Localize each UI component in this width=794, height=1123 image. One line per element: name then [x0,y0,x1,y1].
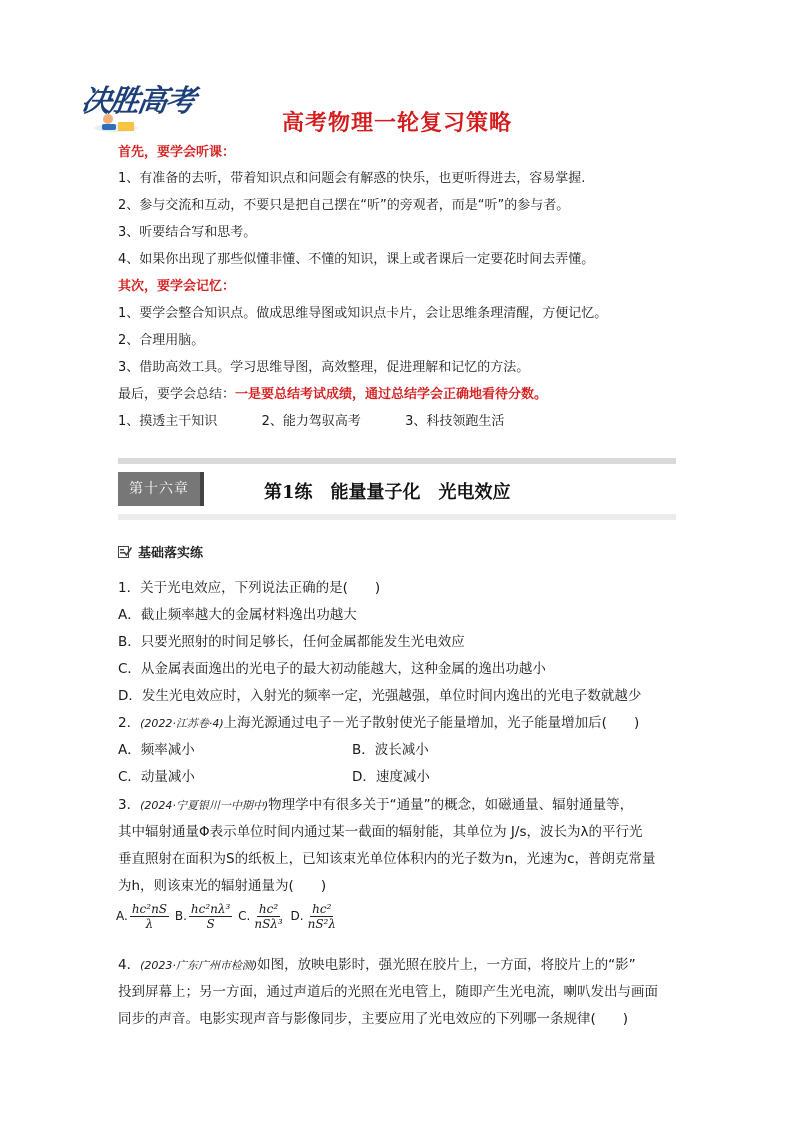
second-item-1: 1、要学会整合知识点。做成思维导图或知识点卡片，会让思维条理清醒，方便记忆。 [118,306,608,321]
q3-option-d-num: hc² [312,902,332,916]
q4-source: (2023·广东广州市检测) [140,959,258,972]
q3-option-d [306,902,338,931]
second-item-3: 3、借助高效工具。学习思维导图，高效整理，促进理解和记忆的方法。 [118,360,530,375]
q2-source: (2022·江苏卷·4) [140,717,224,730]
q4-text-1: 如图，放映电影时，强光照在胶片上，一方面，将胶片上的“影” [257,957,636,973]
chapter-bottom-rule [118,514,676,520]
q3-option-d-den: nS²λ [307,917,336,931]
logo-text: 决胜高考 [79,84,196,119]
last-red-text: 一是要总结考试成绩，通过总结学会正确地看待分数。 [235,387,548,402]
q4-line-3: 同步的声音。电影实现声音与影像同步，主要应用了光电效应的下列哪一条规律( ) [118,1011,629,1027]
section-heading [118,542,203,560]
first-item-2: 2、参与交流和互动，不要只是把自己摆在“听”的旁观者，而是“听”的参与者。 [118,198,570,213]
page-title: 高考物理一轮复习策略 [281,111,512,136]
q2-option-b: B．波长减小 [352,742,429,758]
q3-option-d-label: D. [290,909,304,923]
q3-option-c-label: C. [238,909,251,923]
q3-line-2: 其中辐射通量Φ表示单位时间内通过某一截面的辐射能，其单位为 J/s，波长为λ的平行光 [118,824,643,840]
chapter-header [118,458,676,520]
q2-option-a: A．频率减小 [118,742,195,758]
second-item-2: 2、合理用脑。 [118,333,205,348]
q3-option-b-den: S [206,917,215,931]
q3-option-c-num: hc² [258,902,279,916]
chapter-title: 第1练 能量量子化 光电效应 [264,482,511,503]
q3-number: 3． [118,797,141,813]
q3-option-a-label: A. [116,909,128,923]
q2-stem [118,714,639,733]
checklist-icon [118,546,132,558]
q1-option-a: A．截止频率越大的金属材料逸出功越大 [118,607,357,623]
q2-number: 2． [118,715,141,731]
q3-line-4: 为h，则该束光的辐射通量为( ) [118,878,327,894]
q2-option-d: D．速度减小 [352,769,430,785]
last-item-1: 1、摸透主干知识 [118,414,218,429]
first-heading: 首先，要学会听课： [118,145,236,160]
last-items [118,413,504,431]
q3-option-b-label: B. [174,909,187,923]
chapter-top-rule [118,458,676,464]
q2-option-c: C．动量减小 [118,769,195,785]
q4-line-2: 投到屏幕上；另一方面，通过声道后的光照在光电管上，随即产生光电流，喇叭发出与画面 [118,984,658,1000]
last-line [118,386,547,404]
q2-text: 上海光源通过电子－光子散射使光子能量增加，光子能量增加后( ) [223,715,640,731]
q4-line-1 [118,956,636,975]
q1-stem: 1．关于光电效应，下列说法正确的是( ) [118,580,381,596]
q3-text-1: 物理学中有很多关于“通量”的概念，如磁通量、辐射通量等， [268,797,634,813]
last-heading: 最后，要学会总结： [118,387,236,402]
q3-source: (2024·宁夏银川一中期中) [140,799,269,812]
q3-option-a [130,902,169,931]
last-item-2: 2、能力驾驭高考 [261,414,361,429]
q1-option-d: D．发生光电效应时，入射光的频率一定，光强越强，单位时间内逸出的光电子数就越少 [118,688,642,704]
q3-option-c-den: nSλ³ [254,917,283,931]
q1-option-b: B．只要光照射的时间足够长，任何金属都能发生光电效应 [118,634,465,650]
second-heading: 其次，要学会记忆： [118,279,236,294]
q3-option-a-den: λ [145,917,154,931]
q3-option-a-num: hc²nS [131,902,168,916]
section-title: 基础落实练 [138,546,204,561]
q3-option-b [189,902,232,931]
chapter-tag: 第十六章 [118,472,200,506]
q3-option-b-num: hc²nλ³ [190,902,231,916]
q3-line-1 [118,796,633,815]
q1-option-c: C．从金属表面逸出的光电子的最大初动能越大，这种金属的逸出功越小 [118,661,546,677]
q3-option-c [252,902,284,931]
q4-number: 4． [118,957,141,973]
first-item-3: 3、听要结合写和思考。 [118,225,257,240]
first-item-4: 4、如果你出现了那些似懂非懂、不懂的知识，课上或者课后一定要花时间去弄懂。 [118,252,595,267]
first-item-1: 1、有准备的去听，带着知识点和问题会有解惑的快乐，也更听得进去，容易掌握. [118,171,586,186]
last-item-3: 3、科技领跑生活 [405,414,505,429]
q3-line-3: 垂直照射在面积为S的纸板上，已知该束光单位体积内的光子数为n，光速为c，普朗克常量 [118,851,656,867]
q3-options [116,902,340,931]
